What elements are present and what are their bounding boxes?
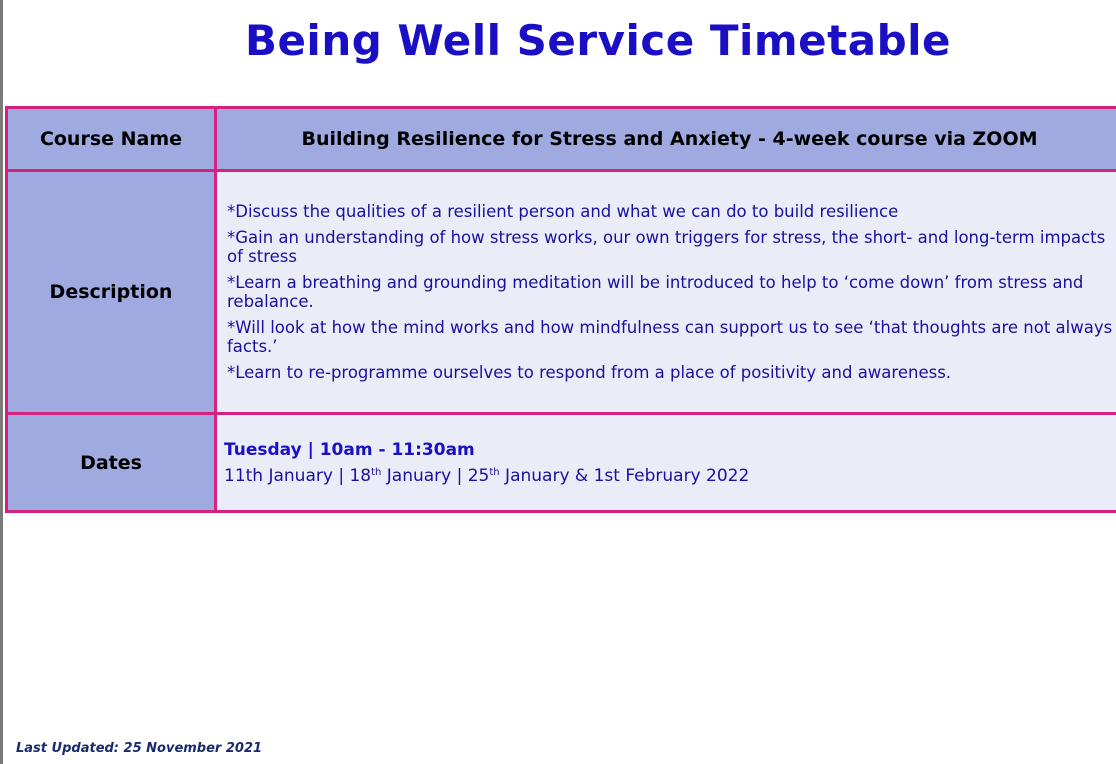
last-updated-note: Last Updated: 25 November 2021 [16,741,263,756]
page-title: Being Well Service Timetable [244,16,952,65]
page-left-edge [0,0,3,764]
description-item: *Will look at how the mind works and how mindfulness can support us to see ‘that thoughts are not always facts.’ [227,318,1113,356]
timetable [5,106,1116,513]
table-row-course [7,108,1116,171]
date-text: 11th January | 18 [224,465,372,486]
description-label: Description [7,171,216,414]
description-item: *Learn to re-programme ourselves to respond from a place of positivity and awareness. [227,363,952,382]
description-item: *Discuss the qualities of a resilient person and what we can do to build resilience [227,202,899,221]
session-dates [224,466,1116,486]
ordinal-suffix: th [371,466,382,478]
session-time: Tuesday | 10am - 11:30am [224,439,475,460]
ordinal-suffix: th [489,466,500,478]
date-text: January | 25 [381,465,490,486]
date-text: January & 1st February 2022 [499,465,750,486]
table-row-description [7,171,1116,414]
dates-label: Dates [7,414,216,512]
table-row-dates [7,414,1116,512]
course-name-label: Course Name [7,108,216,171]
description-cell [216,171,1116,414]
course-name-value: Building Resilience for Stress and Anxiety - 4-week course via ZOOM [216,108,1116,171]
description-list [217,202,1116,382]
description-item: *Learn a breathing and grounding meditation will be introduced to help to ‘come down’ from stress and rebalance. [227,273,1084,311]
description-item: *Gain an understanding of how stress works, our own triggers for stress, the short- and long-term impacts of stress [227,228,1106,266]
dates-content [217,440,1116,486]
dates-cell [216,414,1116,512]
